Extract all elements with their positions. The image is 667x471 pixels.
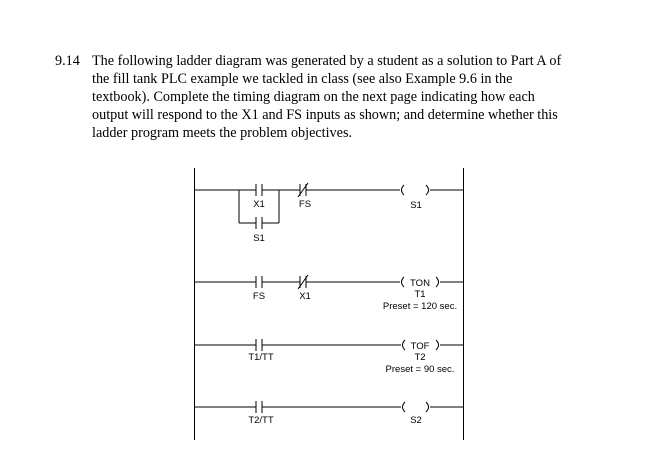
rung3-timer-name: T2 — [414, 352, 426, 363]
problem-line-4: output will respond to the X1 and FS inputs as shown; and determine whether this — [92, 107, 558, 123]
rung1-coil-label: S1 — [410, 200, 422, 211]
rung3-contact-label: T1/TT — [248, 352, 274, 363]
rung4-coil-label: S2 — [410, 415, 422, 426]
rung2-x1-label: X1 — [299, 291, 311, 302]
rung2-timer-name: T1 — [414, 289, 426, 300]
rung1-fs-label: FS — [298, 199, 312, 210]
rung-1 — [195, 183, 464, 229]
rung2-fs-label: FS — [252, 291, 266, 302]
rung3-timer-type: TOF — [410, 341, 430, 352]
rung-4 — [195, 401, 464, 413]
problem-line-1: The following ladder diagram was generated by a student as a solution to Part A of — [92, 53, 562, 69]
rung3-preset: Preset = 90 sec. — [385, 364, 455, 375]
rung4-contact-label: T2/TT — [248, 415, 274, 426]
problem-line-5: ladder program meets the problem objectives. — [92, 125, 353, 141]
rung2-timer-type: TON — [410, 278, 430, 289]
rung1-branch-s1-label: S1 — [253, 233, 265, 244]
rung1-x1-label: X1 — [253, 199, 265, 210]
problem-line-2: the fill tank PLC example we tackled in class (see also Example 9.6 in the — [92, 71, 513, 87]
problem-number: 9.14 — [55, 53, 80, 69]
rung2-preset: Preset = 120 sec. — [382, 301, 458, 312]
problem-line-3: textbook). Complete the timing diagram on the next page indicating how each — [92, 89, 535, 105]
